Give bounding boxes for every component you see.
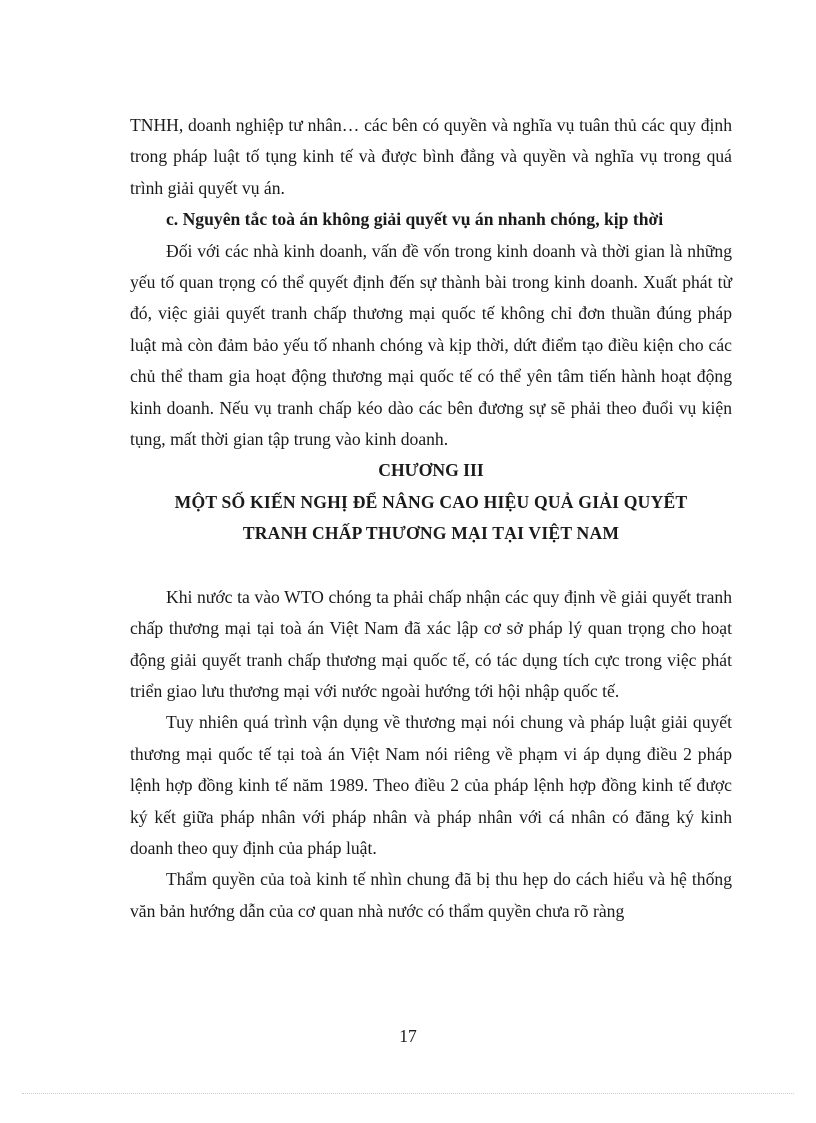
body-paragraph: Khi nước ta vào WTO chóng ta phải chấp nhận các quy định về giải quyết tranh chấp thương mại tại toà án Việt Nam đã xác lập cơ sở pháp lý quan trọng cho hoạt động giải quyết tranh chấp thương mại quốc tế, có tác dụng tích cực trong việc phát triển giao lưu thương mại với nước ngoài hướng tới hội nhập quốc tế. [130,586,732,701]
intro-paragraph: TNHH, doanh nghiệp tư nhân… các bên có quyền và nghĩa vụ tuân thủ các quy định trong pháp luật tố tụng kinh tế và được bình đẳng và quyền và nghĩa vụ trong quá trình giải quyết vụ án. [130,115,732,198]
chapter-title-line-2: TRANH CHẤP THƯƠNG MẠI TẠI VIỆT NAM [242,523,620,544]
body-paragraph: Tuy nhiên quá trình vận dụng về thương mại nói chung và pháp luật giải quyết thương mại quốc tế tại toà án Việt Nam nói riêng về phạm vi áp dụng điều 2 pháp lệnh hợp đồng kinh tế năm 1989. Theo điều 2 của pháp lệnh hợp đồng kinh tế được ký kết giữa pháp nhân với pháp nhân và pháp nhân với cá nhân có đăng ký kinh doanh theo quy định của pháp luật. [130,712,732,858]
page-number: 17 [399,1026,417,1046]
section-subheading: c. Nguyên tắc toà án không giải quyết vụ án nhanh chóng, kịp thời [166,209,664,230]
text-column [130,110,732,927]
spacer [130,550,732,582]
chapter-label: CHƯƠNG III [378,460,484,481]
chapter-title-line-1: MỘT SỐ KIẾN NGHỊ ĐỂ NÂNG CAO HIỆU QUẢ GIẢI QUYẾT [174,491,688,512]
subheading-paragraph: Đối với các nhà kinh doanh, vấn đề vốn trong kinh doanh và thời gian là những yếu tố quan trọng có thể quyết định đến sự thành bài trong kinh doanh. Xuất phát từ đó, việc giải quyết tranh chấp thương mại quốc tế không chỉ đơn thuần đúng pháp luật mà còn đảm bảo yếu tố nhanh chóng và kịp thời, dứt điểm tạo điều kiện cho các chủ thể tham gia hoạt động thương mại quốc tế có thể yên tâm tiến hành hoạt động kinh doanh. Nếu vụ tranh chấp kéo dào các bên đương sự sẽ phải theo đuổi vụ kiện tụng, mất thời gian tập trung vào kinh doanh. [130,240,732,450]
body-paragraph: Thẩm quyền của toà kinh tế nhìn chung đã bị thu hẹp do cách hiểu và hệ thống văn bản hướng dẫn của cơ quan nhà nước có thẩm quyền chưa rõ ràng [130,869,732,921]
page-divider [22,1093,794,1094]
